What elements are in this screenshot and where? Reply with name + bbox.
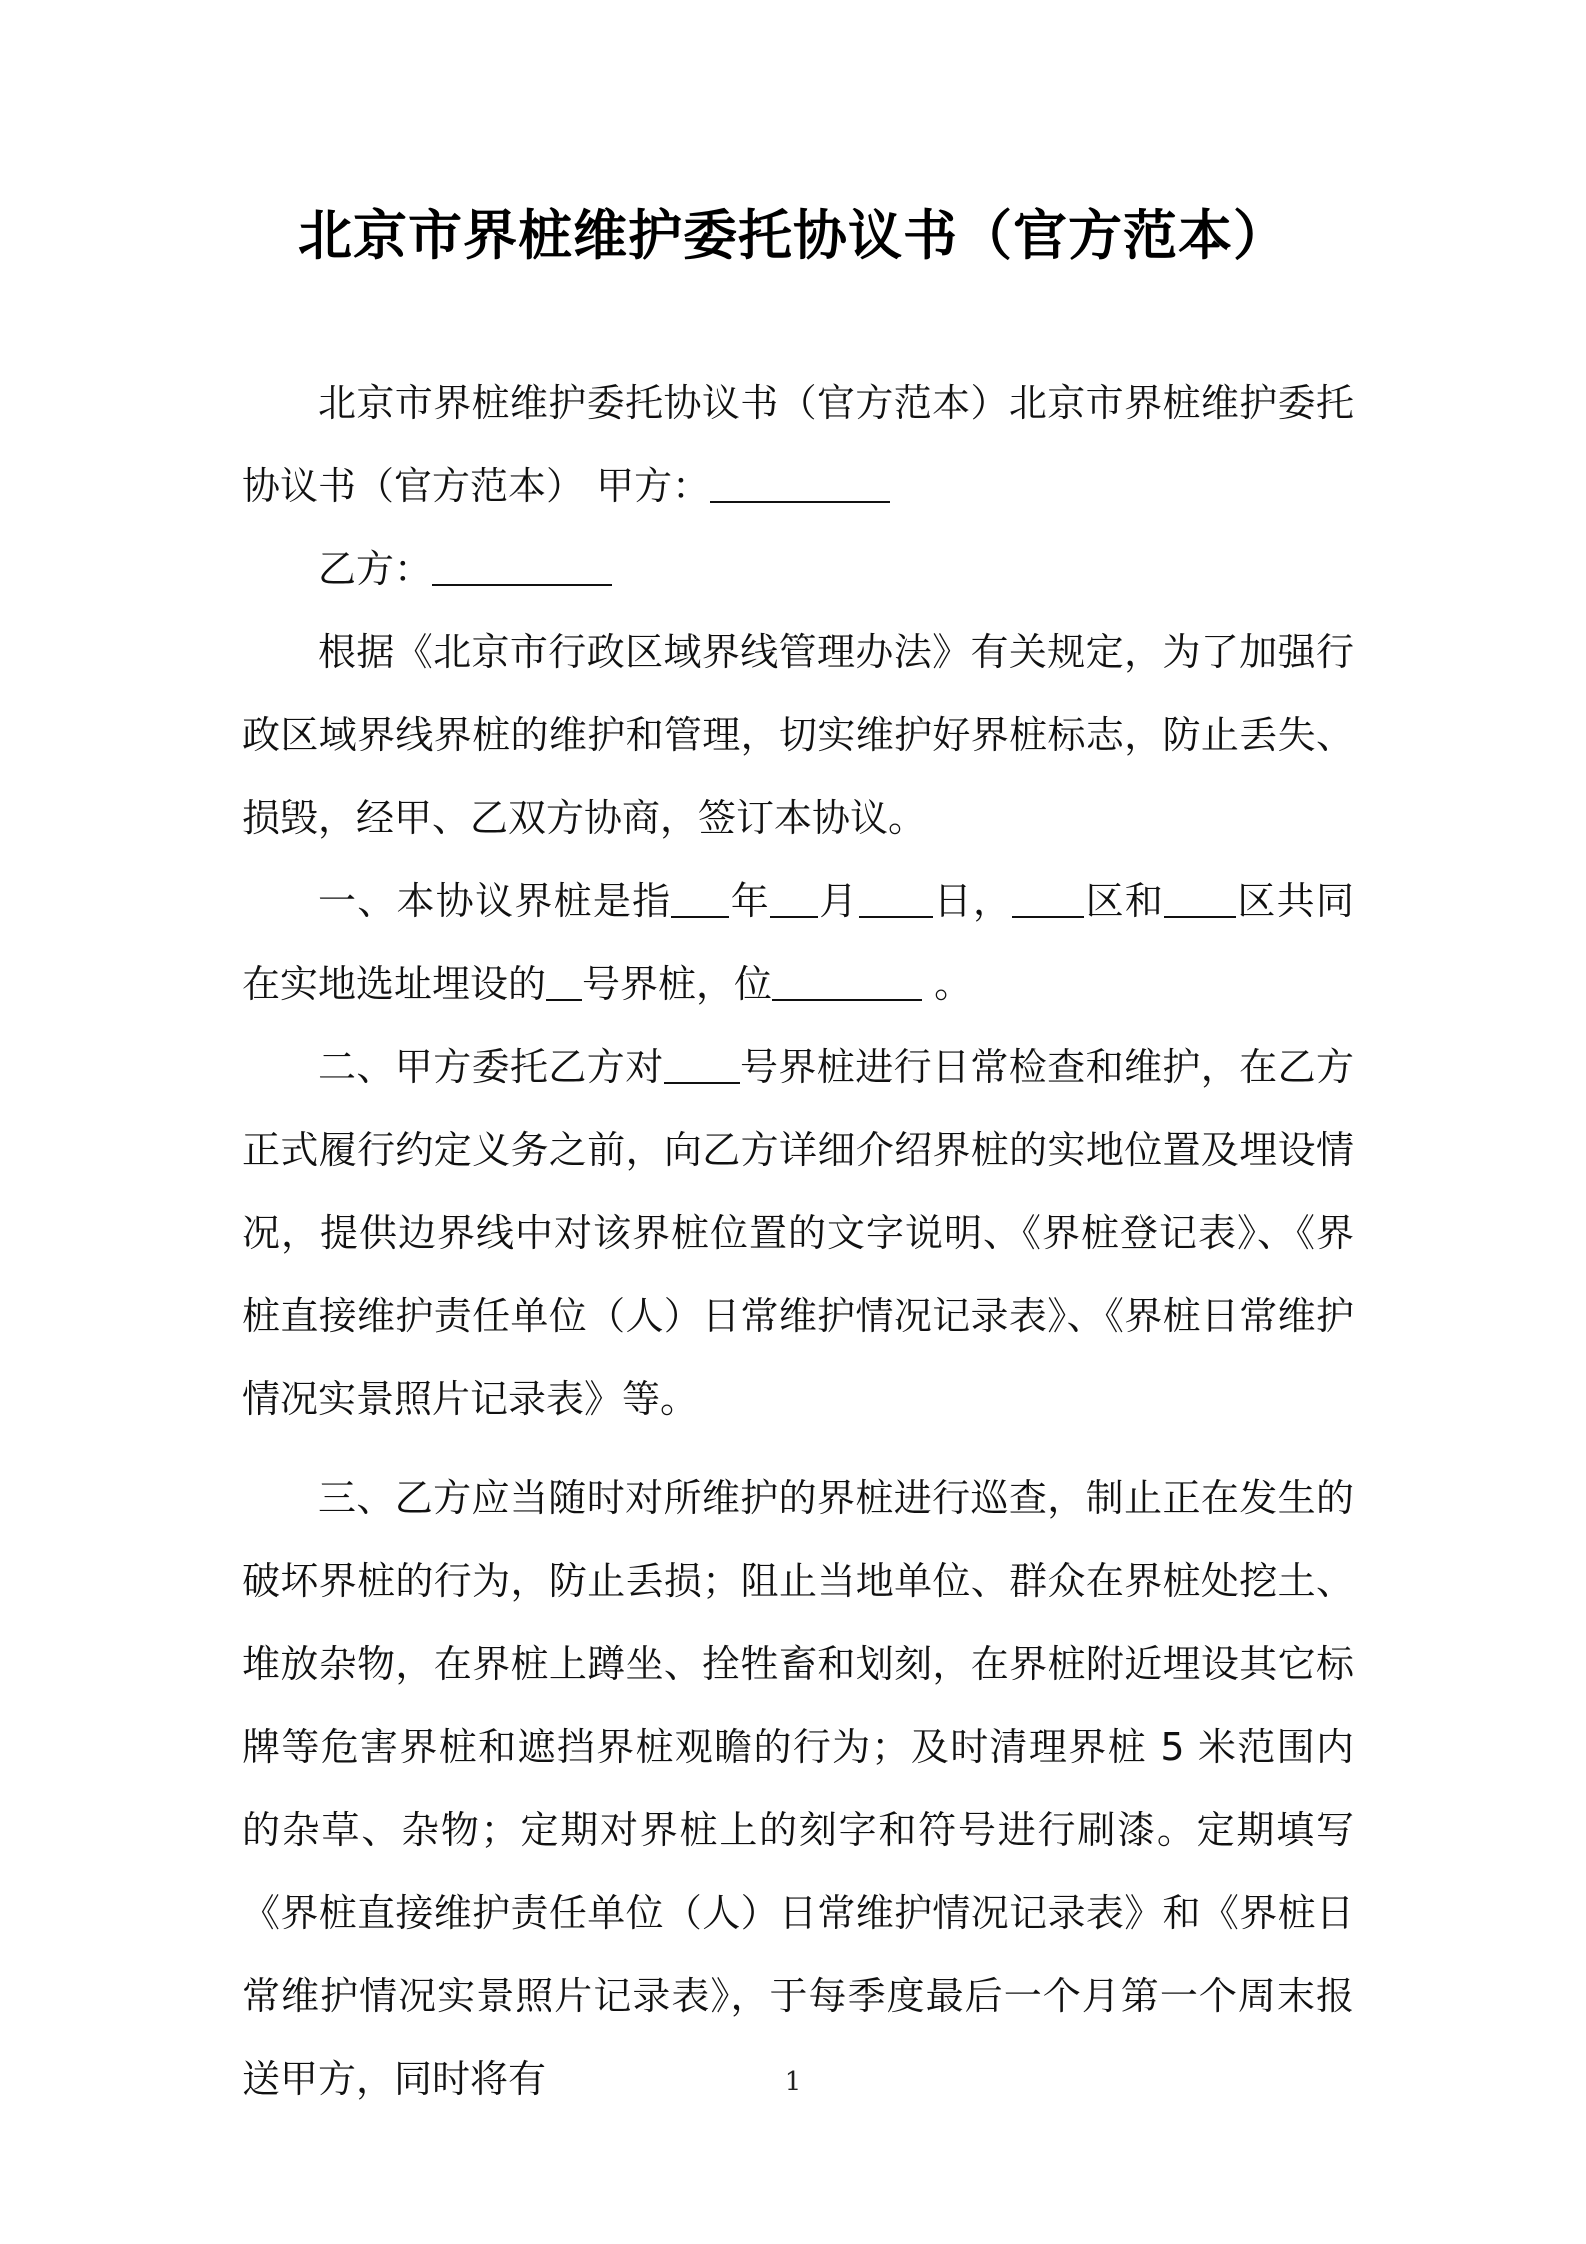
preamble-paragraph: 根据《北京市行政区域界线管理办法》有关规定，为了加强行政区域界线界桩的维护和管理，切实维护好界桩标志，防止丢失、损毁，经甲、乙双方协商，签订本协议。 bbox=[242, 630, 1354, 840]
party-a-blank bbox=[710, 467, 890, 503]
clause-1-year-label: 年 bbox=[729, 879, 770, 923]
year-blank bbox=[671, 882, 729, 918]
clause-3-paragraph: 三、乙方应当随时对所维护的界桩进行巡查，制止正在发生的破坏界桩的行为，防止丢损；阻止当地单位、群众在界桩处挖土、堆放杂物，在界桩上蹲坐、拴牲畜和划刻，在界桩附近埋设其它标牌等危害界桩和遮挡界桩观瞻的行为；及时清理界桩 5 米范围内的杂草、杂物；定期对界桩上的刻字和符号进行刷漆。定期填写《界桩直接维护责任单位（人）日常维护情况记录表》和《界桩日常维护情况实景照片记录表》，于每季度最后一个月第一个周末报送甲方，同时将有 bbox=[242, 1476, 1354, 2101]
day-blank bbox=[859, 882, 933, 918]
document-body bbox=[242, 362, 1354, 2121]
clause-1-text-1: 一、本协议界桩是指 bbox=[318, 879, 672, 923]
clause-1-day-label: 日， bbox=[932, 879, 1013, 923]
clause-1-paragraph bbox=[242, 860, 1354, 1026]
clause-2-paragraph bbox=[242, 1026, 1354, 1441]
page-number: 1 bbox=[784, 2067, 802, 2097]
district-2-blank bbox=[1164, 882, 1236, 918]
location-blank bbox=[772, 965, 922, 1001]
clause-2-pile-blank bbox=[664, 1048, 740, 1084]
party-b-label: 乙方： bbox=[318, 547, 433, 591]
clause-1-district-and: 区和 bbox=[1084, 879, 1165, 923]
clause-2-text-1: 二、甲方委托乙方对 bbox=[318, 1045, 664, 1089]
clause-1-month-label: 月 bbox=[817, 879, 859, 923]
party-b-paragraph bbox=[242, 528, 1354, 611]
intro-text: 北京市界桩维护委托协议书（官方范本）北京市界桩维护委托协议书（官方范本） 甲方： bbox=[242, 381, 1354, 508]
month-blank bbox=[770, 882, 818, 918]
document-title: 北京市界桩维护委托协议书（官方范本） bbox=[298, 204, 1288, 267]
intro-paragraph bbox=[242, 362, 1354, 528]
district-1-blank bbox=[1012, 882, 1084, 918]
party-b-blank bbox=[432, 550, 612, 586]
pile-number-blank bbox=[546, 965, 582, 1001]
clause-1-text-2: 区共同在实地选址埋设的 bbox=[242, 879, 1354, 1006]
clause-2-text-2: 号界桩进行日常检查和维护，在乙方正式履行约定义务之前，向乙方详细介绍界桩的实地位置及埋设情况，提供边界线中对该界桩位置的文字说明、《界桩登记表》、《界桩直接维护责任单位（人）日常维护情况记录表》、《界桩日常维护情况实景照片记录表》等。 bbox=[242, 1045, 1354, 1421]
clause-1-end: 。 bbox=[922, 962, 973, 1006]
clause-1-text-3: 号界桩，位 bbox=[582, 962, 773, 1006]
